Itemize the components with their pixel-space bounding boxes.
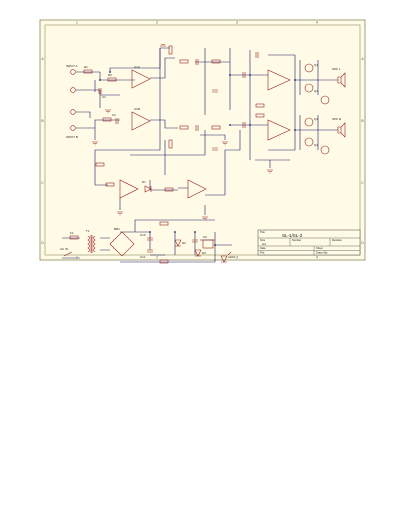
part-ref: F1 [70,231,74,235]
part-ref: T1 [86,229,90,233]
part-ref: U1A [134,65,140,69]
input-label: INPUT B [66,135,78,139]
part-ref: C10 [140,233,146,237]
col-marker-top: 3 [236,20,238,25]
part-ref: C11 [140,255,146,259]
drawing-title: SL-1/SL-2 [282,233,303,238]
row-marker-right: C [361,181,364,185]
row-marker-left: B [41,119,44,123]
col-marker-bottom: 1 [76,255,78,260]
resistor-symbol [160,260,168,263]
output-label: SPK L [332,67,341,71]
part-ref: C2 [112,113,116,117]
col-marker-bottom: 3 [236,255,238,260]
title-caption: Title [260,231,265,234]
col-marker-bottom: 2 [156,255,158,260]
part-ref: BR1 [114,227,120,231]
part-ref: C1 [102,95,106,99]
row-marker-left: A [41,57,44,61]
part-ref: R1 [84,65,88,69]
title-block [258,230,360,255]
col-marker-top: 1 [76,20,78,25]
file-caption: File: [260,251,265,255]
part-ref: Q2 [314,89,319,93]
col-marker-top: 2 [156,20,158,25]
power-input-label: AC IN [60,247,69,251]
row-marker-right: A [361,57,364,61]
number-caption: Number [292,239,302,242]
input-label: INPUT A [66,64,78,68]
col-marker-bottom: 4 [316,255,318,260]
part-ref: Q3 [314,117,319,121]
size-caption: Size [260,239,266,242]
part-ref: D3 [202,251,206,255]
part-ref: D2 [182,241,186,245]
col-marker-top: 4 [316,20,318,25]
revision-caption: Revision [332,239,342,242]
part-ref: D1 [142,180,146,184]
row-marker-right: B [361,119,364,123]
part-ref: Q1 [314,63,319,67]
drawn-by-caption: Drawn By: [316,251,328,255]
part-ref: U1B [134,107,140,111]
row-marker-left: D [41,241,44,245]
output-label: SPK R [332,117,342,121]
sheet-caption: Sheet [316,247,323,250]
part-ref: LED1 [228,255,236,259]
part-ref: Q4 [314,143,319,147]
row-marker-right: D [361,241,364,245]
date-caption: Date: [260,247,267,250]
size-value: A4 [262,242,266,246]
part-ref: U2 [203,235,207,239]
part-ref: R2 [108,73,112,77]
paper-background [40,20,365,260]
row-marker-left: C [41,181,44,185]
